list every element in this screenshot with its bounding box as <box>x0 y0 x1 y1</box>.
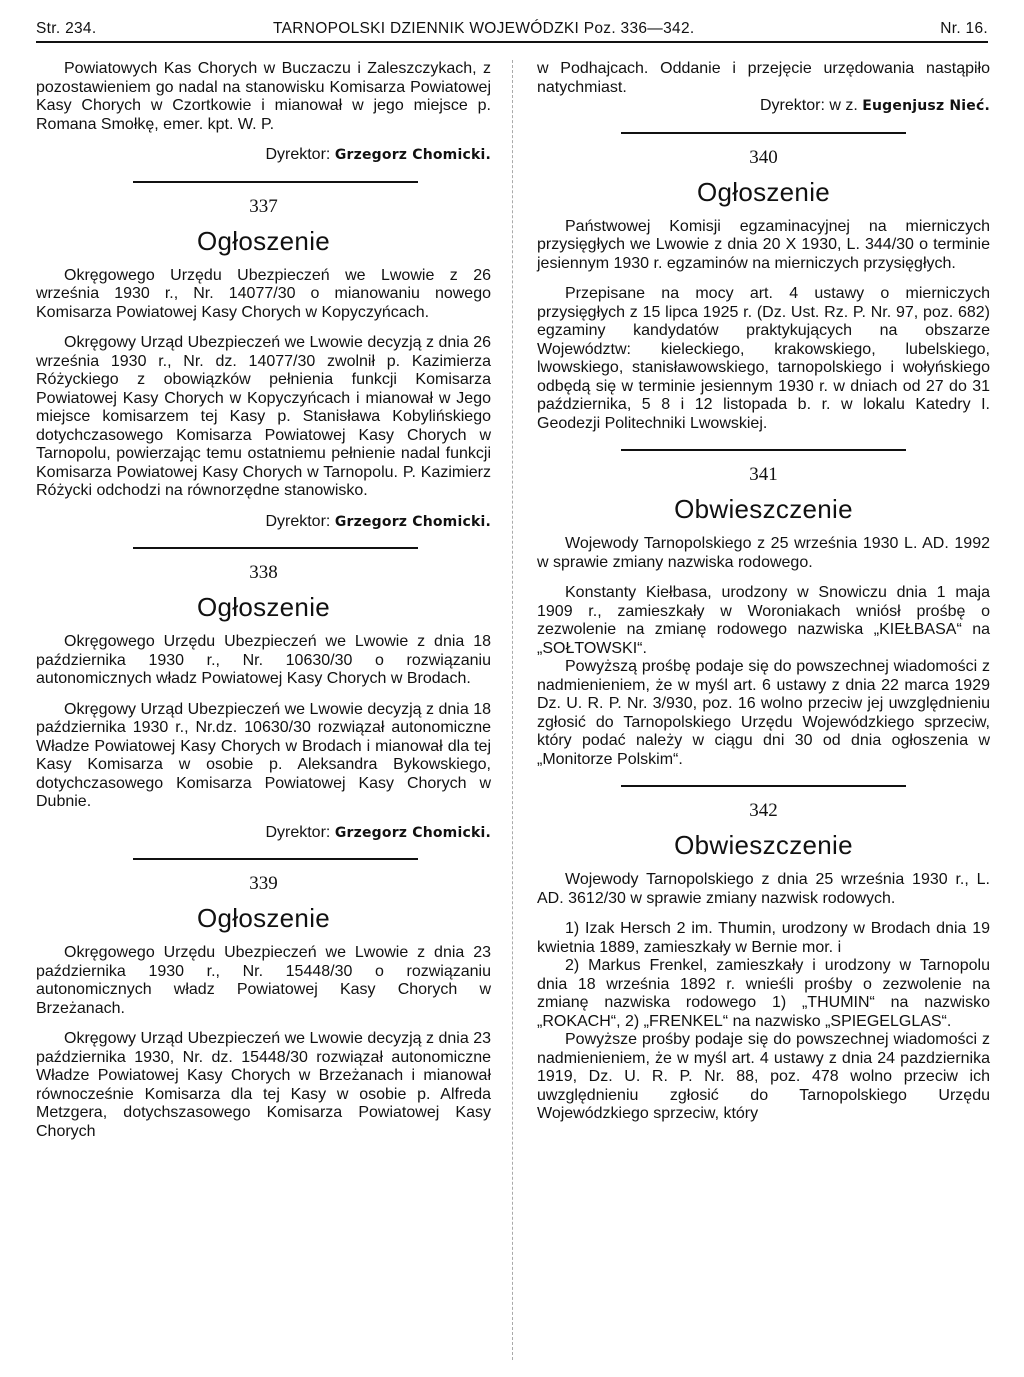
right-column <box>537 60 990 1124</box>
section-rule <box>621 132 906 134</box>
header-rule <box>36 41 988 43</box>
director-label: Dyrektor: w z. <box>759 97 858 114</box>
director-name: Grzegorz Chomicki. <box>334 824 491 841</box>
notice-paragraph-341-1: Konstanty Kiełbasa, urodzony w Snowiczu dnia 1 maja 1909 r., zamieszkały w Woroniakach wniósł prośbę o zezwolenie na zmianę rodowego nazwiska „KIEŁBASA“ na „SOŁTOWSKI“. <box>537 584 990 657</box>
notice-number-340: 340 <box>749 146 778 168</box>
section-rule <box>133 858 418 860</box>
notice-number-338: 338 <box>249 562 278 583</box>
notice-heading-341: Obwieszczenie <box>674 494 853 524</box>
director-name: Grzegorz Chomicki. <box>334 513 491 530</box>
notice-body-337: Okręgowy Urząd Ubezpieczeń we Lwowie decyzją z dnia 26 września 1930 r., Nr. dz. 14077/30 zwolnił p. Kazimierza Różyckiego z obowiązków pełnienia funkcji Komisarza Powiatowej Kasy Chorych w Kopyczyńcach i mianował w Jego miejsce komisarzem tej Kasy p. Stanisława Kobylińskiego dotychczasowego Komisarza Powiatowej Kasy Chorych w Tarnopolu, powierzając temu ostatniemu pełnienie nadal funkcji Komisarza Powiatowej Kasy Chorych w Tarnopolu. P. Kazimierz Różycki odchodzi na równorzędne stanowisko. <box>36 334 491 499</box>
director-name: Grzegorz Chomicki. <box>334 147 491 163</box>
notice-lead-340: Państwowej Komisji egzaminacyjnej na mierniczych przysięgłych we Lwowie z dnia 20 X 1930, L. 344/30 o terminie jesiennym 1930 r. egzaminów na mierniczych przysięgłych. <box>537 217 990 272</box>
notice-lead-342: Wojewody Tarnopolskiego z dnia 25 września 1930 r., L. AD. 3612/30 w sprawie zmiany nazwisk rodowych. <box>537 871 990 907</box>
issue-number: Nr. 16. <box>940 20 988 37</box>
notice-lead-339: Okręgowego Urzędu Ubezpieczeń we Lwowie z dnia 23 października 1930 r., Nr. 15448/30 o rozwiązaniu autonomicznych władz Powiatowej Kasy Chorych w Brzeżanach. <box>36 944 491 1017</box>
notice-heading-342: Obwieszczenie <box>674 830 853 860</box>
notice-number-339: 339 <box>249 873 278 894</box>
director-signature <box>36 146 491 165</box>
section-rule <box>621 785 906 787</box>
notice-heading-337: Ogłoszenie <box>196 225 331 256</box>
page-number: Str. 234. <box>36 20 97 37</box>
left-column <box>36 60 491 1141</box>
notice-lead-338: Okręgowego Urzędu Ubezpieczeń we Lwowie z dnia 18 października 1930 r., Nr. 10630/30 o rozwiązaniu autonomicznych władz Powiatowej Kasy Chorych w Brodach. <box>36 633 491 687</box>
continued-text: w Podhajcach. Oddanie i przejęcie urzędowania nastąpiło natychmiast. <box>537 60 990 96</box>
section-rule <box>133 547 418 549</box>
column-divider <box>512 60 514 1360</box>
notice-heading-338: Ogłoszenie <box>196 592 331 622</box>
notice-body-339: Okręgowy Urząd Ubezpieczeń we Lwowie decyzją z dnia 23 października 1930, Nr. dz. 15448/30 rozwiązał autonomiczne Władze Powiatowej Kasy Chorych w Brzeżanach i mianował równocześnie Komisarza dla tej Kasy w osobie p. Alfreda Metzgera, dotychszasowego Komisarza Powiatowej Kasy Chorych <box>36 1030 491 1140</box>
notice-body-340: Przepisane na mocy art. 4 ustawy o mierniczych przysięgłych z 15 lipca 1925 r. (Dz. Ust. Rz. P. Nr. 97, poz. 682) egzaminy kandydatów praktykujących na obszarze Województw: kieleckiego, krakowskiego, lubelskiego, lwowskiego, stanisławowskiego, tarnopolskiego i wołyńskiego odbędą się w terminie jesiennym 1930 r. w dniach od 27 do 31 października, 5 8 i 12 listopada b. r. w lokalu Katedry I. Geodezji Politechniki Lwowskiej. <box>537 285 990 432</box>
director-signature-338 <box>36 824 491 843</box>
notice-number-342: 342 <box>749 800 778 821</box>
journal-title: TARNOPOLSKI DZIENNIK WOJEWÓDZKI Poz. 336—342. <box>273 20 695 37</box>
notice-number-337: 337 <box>249 195 278 217</box>
notice-body-338: Okręgowy Urząd Ubezpieczeń we Lwowie decyzją z dnia 18 października 1930 r., Nr.dz. 10630/30 rozwiązał autonomiczne Władze Powiatowej Kasy Chorych w Brodach i mianował dla tej Kasy Komisarza w osobie p. Aleksandra Bykowskiego, dotychczasowego Komisarza Powiatowej Kasy Chorych w Dubnie. <box>36 700 491 810</box>
continued-text: Powiatowych Kas Chorych w Buczaczu i Zaleszczykach, z pozostawieniem go nadal na stanowisku Komisarza Powiatowej Kasy Chorych w Czortkowie i mianował w jego miejsce p. Romana Smołkę, emer. kpt. W. P. <box>36 60 491 133</box>
notice-lead-341: Wojewody Tarnopolskiego z 25 września 1930 L. AD. 1992 w sprawie zmiany nazwiska rodowego. <box>537 535 990 571</box>
notice-number-341: 341 <box>749 464 778 485</box>
director-signature-337 <box>36 513 491 532</box>
page-header <box>36 20 988 42</box>
notice-paragraph-341-2: Powyższą prośbę podaje się do powszechnej wiadomości z nadmienieniem, że w myśl art. 6 ustawy z dnia 22 marca 1929 Dz. U. R. P. Nr. 3/930, poz. 16 wolno przeciw jej uwzględnieniu zgłosić do Tarnopolskiego Urzędu Wojewódzkiego sprzeciw, który podać należy w ciągu dni 30 od dnia ogłoszenia w „Monitorze Polskim“. <box>537 658 990 768</box>
notice-lead-337: Okręgowego Urzędu Ubezpieczeń we Lwowie z 26 września 1930 r., Nr. 14077/30 o mianowaniu nowego Komisarza Powiatowej Kasy Chorych w Kopyczyńcach. <box>36 266 491 321</box>
notice-paragraph-342-2: 2) Markus Frenkel, zamieszkały i urodzony w Tarnopolu dnia 18 września 1892 r. wnieśli prośby o zezwolenie na zmianę nazwiska rodowego 1) „THUMIN“ na nazwisko „ROKACH“, 2) „FRENKEL“ na nazwisko „SPIEGELGLAS“. <box>537 957 990 1030</box>
notice-paragraph-342-1: 1) Izak Hersch 2 im. Thumin, urodzony w Brodach dnia 19 kwietnia 1889, zamieszkały w Bernie mor. i <box>537 920 990 956</box>
director-label: Dyrektor: <box>265 512 331 530</box>
notice-paragraph-342-3: Powyższe prośby podaje się do powszechnej wiadomości z nadmienieniem, że w myśl art. 4 ustawy z dnia 24 pazdziernika 1919, Dz. U. R. P. Nr. 88, poz. 478 wolno przeciw ich uwzględnieniu zgłosić do Tarnopolskiego Urzędu Wojewódzkiego sprzeciw, który <box>537 1031 990 1122</box>
director-label: Dyrektor: <box>265 146 331 163</box>
director-label: Dyrektor: <box>265 823 331 841</box>
section-rule <box>621 449 906 451</box>
director-signature <box>537 97 990 116</box>
section-rule <box>133 181 418 183</box>
notice-heading-340: Ogłoszenie <box>696 176 831 207</box>
notice-heading-339: Ogłoszenie <box>196 903 331 933</box>
director-name: Eugenjusz Nieć. <box>862 98 990 114</box>
